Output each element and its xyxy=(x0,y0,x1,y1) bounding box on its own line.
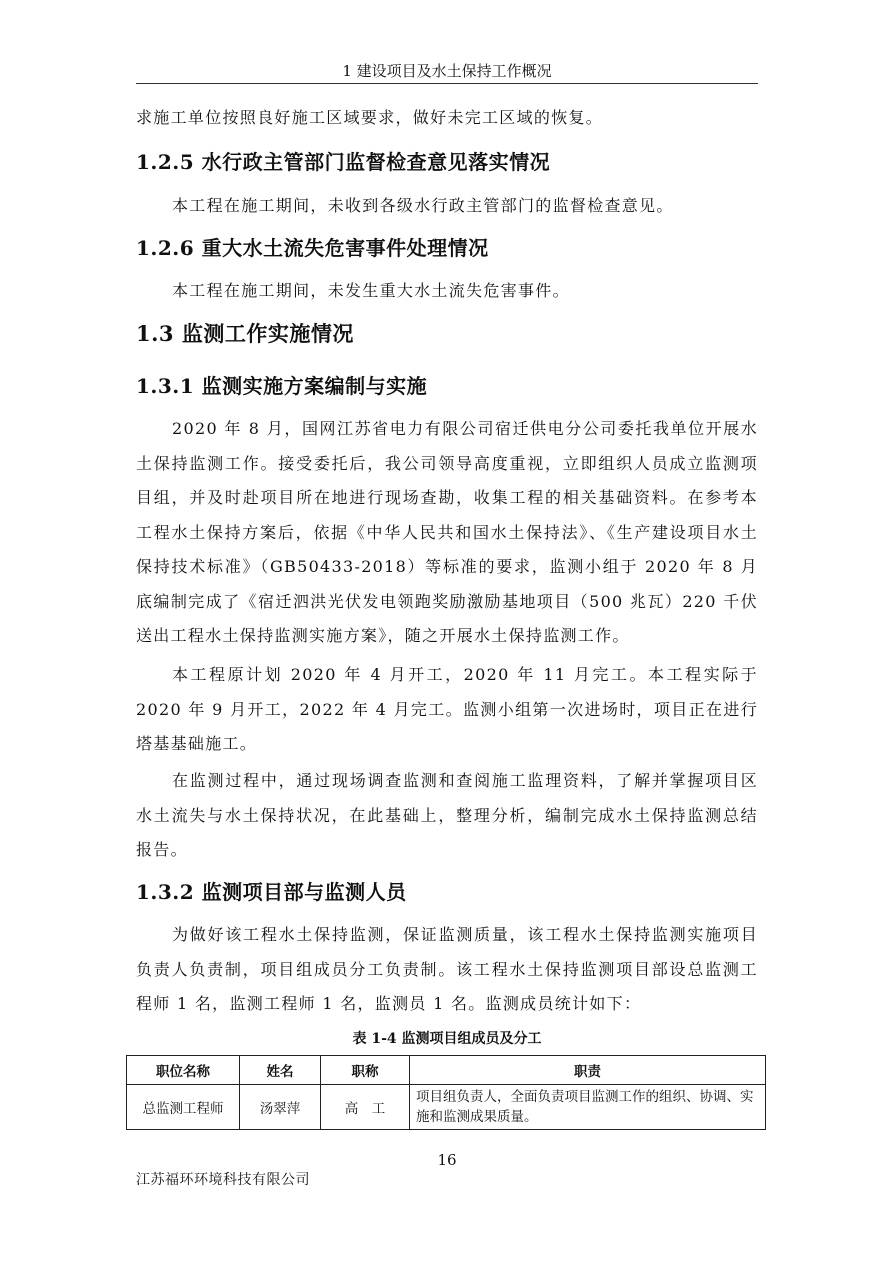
paragraph-supervision: 本工程在施工期间，未收到各级水行政主管部门的监督检查意见。 xyxy=(172,196,674,215)
heading-1-3-1: 1.3.1 监测实施方案编制与实施 xyxy=(136,374,428,398)
header-divider xyxy=(136,83,758,84)
table-cell-duty: 项目组负责人，全面负责项目监测工作的组织、协调、实施和监测成果质量。 xyxy=(410,1085,766,1130)
heading-1-2-5: 1.2.5 水行政主管部门监督检查意见落实情况 xyxy=(136,150,551,174)
table-row xyxy=(127,1085,766,1130)
column-header: 职称 xyxy=(321,1056,410,1085)
paragraph-staffing: 为做好该工程水土保持监测，保证监测质量，该工程水土保持监测实施项目负责人负责制，项目组成员分工负责制。该工程水土保持监测项目部设总监测工程师 1 名，监测工程师 1 名，监测员 1 名。监测成员统计如下： xyxy=(136,925,758,1013)
running-header: 1 建设项目及水土保持工作概况 xyxy=(342,62,552,80)
footer-company: 江苏福环环境科技有限公司 xyxy=(136,1172,310,1188)
column-header: 姓名 xyxy=(240,1056,321,1085)
heading-1-3-2: 1.3.2 监测项目部与监测人员 xyxy=(136,880,407,904)
table-cell-position: 总监测工程师 xyxy=(127,1085,240,1130)
paragraph-schedule: 本工程原计划 2020 年 4 月开工，2020 年 11 月完工。本工程实际于 2020 年 9 月开工，2022 年 4 月完工。监测小组第一次进场时，项目正在进行塔基基础施工。 xyxy=(136,665,758,753)
column-header: 职责 xyxy=(410,1056,766,1085)
column-header: 职位名称 xyxy=(127,1056,240,1085)
page-number: 16 xyxy=(437,1151,457,1169)
heading-1-2-6: 1.2.6 重大水土流失危害事件处理情况 xyxy=(136,236,489,260)
paragraph-hazard: 本工程在施工期间，未发生重大水土流失危害事件。 xyxy=(172,281,570,300)
table-cell-name: 汤翠萍 xyxy=(240,1085,321,1130)
table-caption: 表 1-4 监测项目组成员及分工 xyxy=(352,1031,542,1047)
paragraph-process: 在监测过程中，通过现场调查监测和查阅施工监理资料，了解并掌握项目区水土流失与水土保持状况，在此基础上，整理分析，编制完成水土保持监测总结报告。 xyxy=(136,771,758,859)
heading-1-3: 1.3 监测工作实施情况 xyxy=(136,321,354,346)
table-header-row xyxy=(127,1056,766,1085)
table-cell-title: 高 工 xyxy=(321,1085,410,1130)
paragraph-continuation: 求施工单位按照良好施工区域要求，做好未完工区域的恢复。 xyxy=(136,108,604,127)
paragraph-monitoring-plan: 2020 年 8 月，国网江苏省电力有限公司宿迁供电分公司委托我单位开展水土保持监测工作。接受委托后，我公司领导高度重视，立即组织人员成立监测项目组，并及时赴项目所在地进行现场查勘，收集工程的相关基础资料。在参考本工程水土保持方案后，依据《中华人民共和国水土保持法》、《生产建设项目水土保持技术标准》（GB50433-2018）等标准的要求，监测小组于 2020 年 8 月底编制完成了《宿迁泗洪光伏发电领跑奖励激励基地项目（500 兆瓦）220 千伏送出工程水土保持监测实施方案》，随之开展水土保持监测工作。 xyxy=(136,419,758,645)
staff-table xyxy=(126,1055,766,1130)
